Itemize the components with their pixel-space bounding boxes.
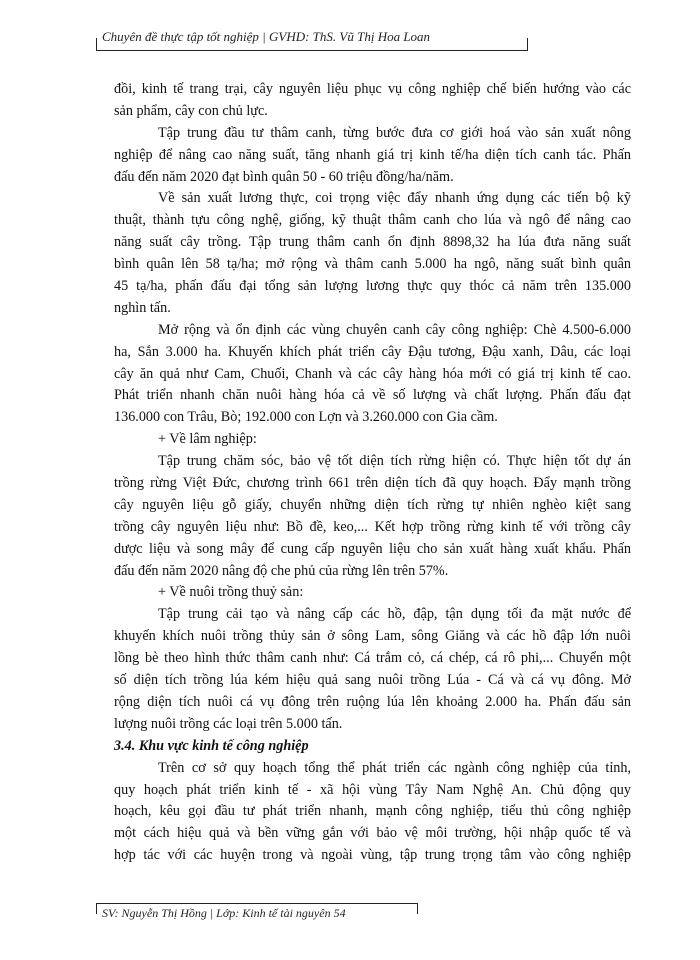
text-line: khuyến khích nuôi trồng thủy sản ở sông Lam, sông Giăng và các hồ đập lớn nuôi xyxy=(114,628,631,645)
paragraph-block-industry xyxy=(114,758,631,867)
text-line: Phát triển nhanh chăn nuôi hàng hóa cả về số lượng và chất lượng. Phấn đấu đạt xyxy=(114,387,631,404)
text-line: sản phẩm, cây con chủ lực. xyxy=(114,102,268,119)
text-line: hợp tác với các huyện trong và ngoài vùng, tập trung trọng tâm vào công nghiệp xyxy=(114,847,631,864)
text-line: nghiệp để nâng cao năng suất, tăng nhanh giá trị kinh tế/ha diện tích canh tác. Phấn xyxy=(114,146,631,163)
text-line: + Về nuôi trồng thuỷ sản: xyxy=(158,584,304,601)
text-line: ha, Sắn 3.000 ha. Khuyến khích phát triển cây Đậu tương, Đậu xanh, Dâu, các loại xyxy=(114,343,631,360)
section-heading: 3.4. Khu vực kinh tế công nghiệp xyxy=(114,737,309,754)
text-line: Tập trung cải tạo và nâng cấp các hồ, đập, tận dụng tối đa mặt nước để xyxy=(158,606,631,623)
footer-divider-left xyxy=(96,904,97,914)
text-line: cây nguyên liệu gỗ giấy, chuyển những diện tích rừng tự nhiên nghèo kiệt sang xyxy=(114,496,631,513)
footer-text: SV: Nguyễn Thị Hồng | Lớp: Kinh tế tài nguyên 54 xyxy=(102,906,346,920)
header-divider-left xyxy=(96,38,97,50)
header-divider-right xyxy=(527,38,528,50)
text-line: dược liệu và song mây để cung cấp nguyên liệu cho sản xuất hàng xuất khẩu. Phấn xyxy=(114,540,631,557)
text-line: Mở rộng và ổn định các vùng chuyên canh cây công nghiệp: Chè 4.500-6.000 xyxy=(158,321,631,338)
text-line: Trên cơ sở quy hoạch tổng thể phát triển các ngành công nghiệp của tỉnh, xyxy=(158,759,631,776)
text-line: 45 tạ/ha, phấn đấu đại tổng sản lượng lương thực quy thóc cả năm trên 135.000 xyxy=(114,278,631,295)
text-line: lồng bè theo hình thức thâm canh như: Cá trắm cỏ, cá chép, cá rô phi,... Chuyển một xyxy=(114,650,631,667)
paragraph-block-agriculture xyxy=(114,79,631,736)
page-header xyxy=(96,29,528,51)
text-line: + Về lâm nghiệp: xyxy=(158,431,257,448)
text-line: hoạch, kêu gọi đầu tư phát triển nhanh, mạnh công nghiệp, tiểu thủ công nghiệp xyxy=(114,803,631,820)
header-text: Chuyên đề thực tập tốt nghiệp | GVHD: ThS. Vũ Thị Hoa Loan xyxy=(102,29,431,44)
text-line: trồng cây nguyên liệu như: Bồ đề, keo,... Kết hợp trồng rừng kinh tế với trồng cây xyxy=(114,518,631,535)
text-line: rộng diện tích nuôi cá vụ đông trên ruộng lúa lên khoảng 2.000 ha. Phấn đấu sản xyxy=(114,693,631,710)
text-line: Tập trung đầu tư thâm canh, từng bước đưa cơ giới hoá vào sản xuất nông xyxy=(158,124,631,141)
text-line: đấu đến năm 2020 nâng độ che phủ của rừng lên trên 57%. xyxy=(114,562,449,579)
text-line: lượng nuôi trồng các loại trên 5.000 tấn. xyxy=(114,715,343,732)
text-line: quy hoạch phát triển kinh tế - xã hội vùng Tây Nam Nghệ An. Chủ động quy xyxy=(114,781,631,798)
text-line: 136.000 con Trâu, Bò; 192.000 con Lợn và 3.260.000 con Gia cầm. xyxy=(114,409,498,426)
text-line: thuật, thành tựu công nghệ, giống, kỹ thuật thâm canh cho lúa và ngô để nâng cao xyxy=(114,212,631,229)
text-line: nghìn tấn. xyxy=(114,299,171,316)
text-line: Về sản xuất lương thực, coi trọng việc đẩy nhanh ứng dụng các tiến bộ kỹ xyxy=(158,190,631,207)
text-line: đồi, kinh tế trang trại, cây nguyên liệu phục vụ công nghiệp chế biến hướng vào các xyxy=(114,81,631,97)
text-line: đấu đến năm 2020 đạt bình quân 50 - 60 triệu đồng/ha/năm. xyxy=(114,168,454,185)
text-line: năng suất cây trồng. Tập trung thâm canh ổn định 8898,32 ha lúa đưa năng suất xyxy=(114,234,631,251)
text-line: một cách hiệu quả và bền vững gắn với bảo vệ môi trường, hội nhập quốc tế và xyxy=(114,825,631,842)
page-footer xyxy=(96,903,418,920)
text-line: Tập trung chăm sóc, bảo vệ tốt diện tích rừng hiện có. Thực hiện tốt dự án xyxy=(158,453,631,470)
text-line: trồng rừng Việt Đức, chương trình 661 trên diện tích đã quy hoạch. Đẩy mạnh trồng xyxy=(114,475,631,492)
text-line: số diện tích trồng lúa kém hiệu quả sang nuôi trồng Lúa - Cá và cá vụ đông. Mở xyxy=(114,672,631,689)
document-body xyxy=(114,79,631,867)
text-line: bình quân lên 58 tạ/ha; mở rộng và thâm canh 5.000 ha ngô, năng suất bình quân xyxy=(114,256,631,273)
footer-divider-right xyxy=(417,904,418,914)
text-line: cây ăn quả như Cam, Chuối, Chanh và các cây hàng hóa mới có giá trị kinh tế cao. xyxy=(114,365,631,382)
